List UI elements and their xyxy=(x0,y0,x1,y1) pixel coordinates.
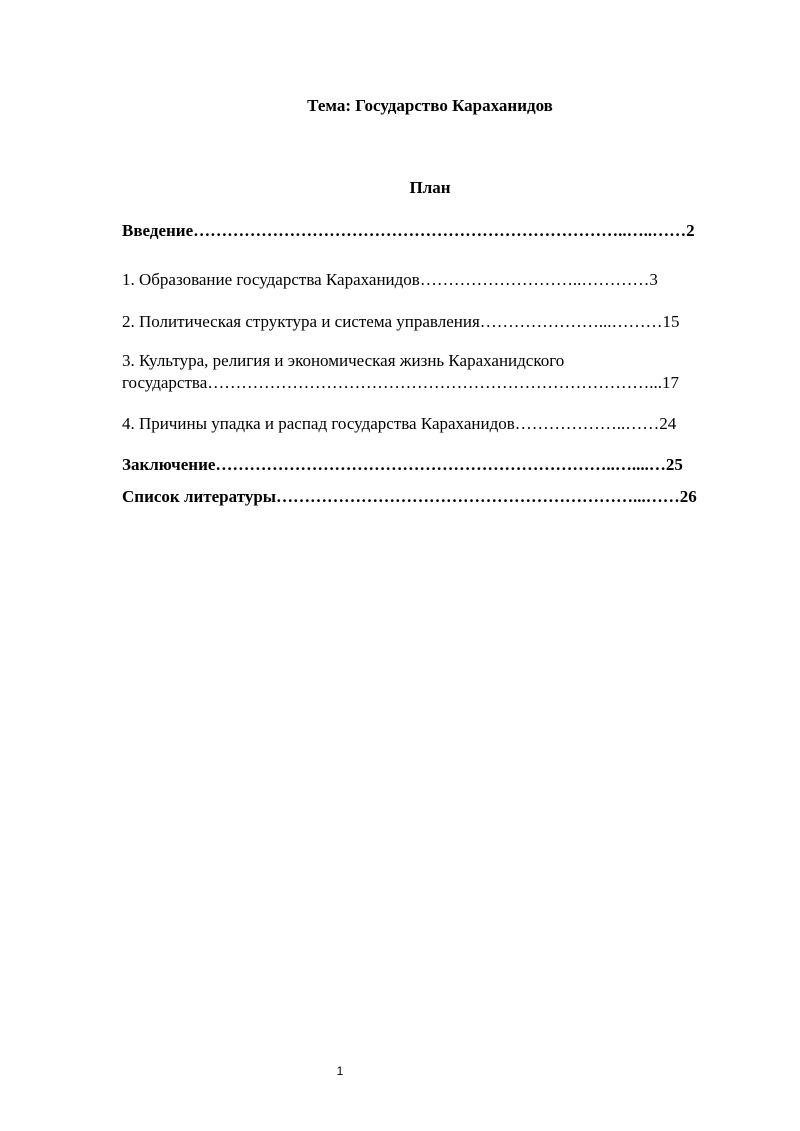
toc-entry-chapter-2 xyxy=(122,311,740,333)
toc-entry-conclusion xyxy=(122,454,740,476)
toc-entry-text: 4. Причины упадка и распад государства Караханидов………………..……24 xyxy=(122,414,677,433)
toc-entry-chapter-1 xyxy=(122,269,740,291)
plan-heading: План xyxy=(409,178,451,197)
toc-entry-chapter-3 xyxy=(122,350,740,394)
document-title: Тема: Государство Караханидов xyxy=(307,96,553,115)
toc-entry-references xyxy=(122,486,740,508)
toc-entry-text: 1. Образование государства Караханидов………………………..…………3 xyxy=(122,270,658,289)
toc-entry-text-line-2: государства……………………………………………………………………...17 xyxy=(122,373,679,392)
toc-entry-text: Введение…………………………………………………………………..…..……2 xyxy=(122,221,695,240)
toc-entry-text-line-1: 3. Культура, религия и экономическая жизнь Караханидского xyxy=(122,351,565,370)
toc-entry-chapter-4 xyxy=(122,413,740,435)
toc-entry-text: 2. Политическая структура и система управления…………………...………15 xyxy=(122,312,680,331)
toc-entry-text: Список литературы………………………………………………………...……26 xyxy=(122,487,697,506)
page-number: 1 xyxy=(336,1064,344,1078)
toc-entry-introduction xyxy=(122,220,740,242)
toc-entry-text: Заключение……………………………………………………………..…....…25 xyxy=(122,455,683,474)
